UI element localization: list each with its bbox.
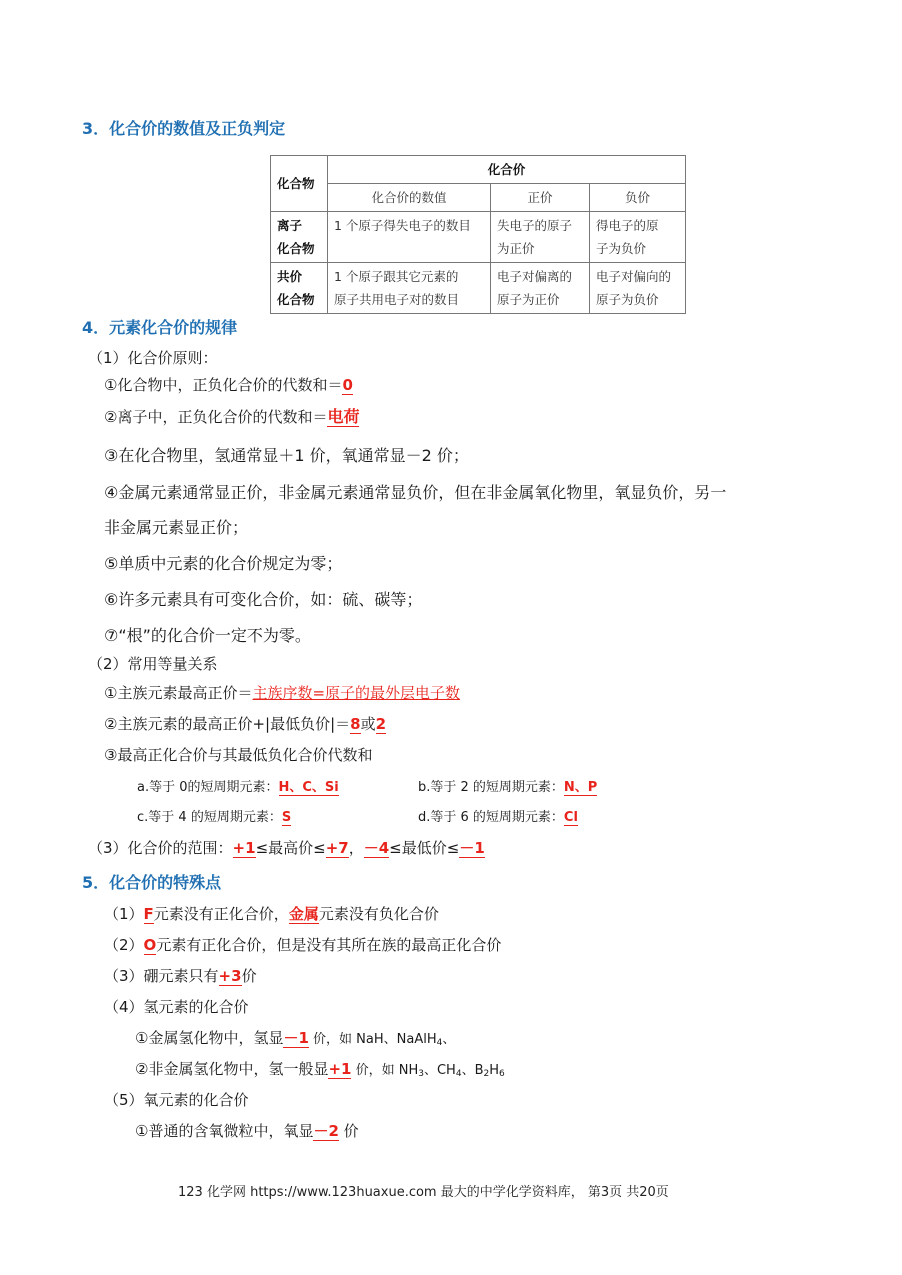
sum-six-item: d.等于 6 的短周期元素：Cl: [418, 810, 578, 825]
table-cell: 电子对偏离的 原子为正价: [491, 263, 590, 314]
table-subheader-negative: 负价: [590, 184, 686, 212]
special-3: （3）硼元素只有+3价: [104, 967, 257, 985]
rule-2: ②离子中，正负化合价的代数和＝电荷: [104, 407, 360, 426]
rule-3: ③在化合物里，氢通常显＋1 价，氧通常显－2 价；: [104, 446, 469, 465]
answer-blank: －1: [283, 1029, 309, 1047]
principle-heading: （1）化合价原则：: [88, 349, 218, 367]
answer-blank: +1: [328, 1060, 352, 1078]
special-2: （2）O元素有正化合价，但是没有其所在族的最高正化合价: [104, 936, 502, 954]
sum-zero-item: a.等于 0的短周期元素：H、C、Si: [137, 780, 339, 795]
sum-four-item: c.等于 4 的短周期元素：S: [137, 810, 292, 825]
answer-blank: 电荷: [327, 407, 360, 426]
answer-blank: F: [143, 905, 154, 923]
rule-7: ⑦“根”的化合价一定不为零。: [104, 626, 311, 645]
answer-blank: +3: [218, 967, 242, 985]
answer-blank: S: [281, 810, 292, 825]
rule-4-line-1: ④金属元素通常显正价，非金属元素通常显负价，但在非金属氧化物里，氧显负价，另一: [104, 483, 727, 502]
hydrogen-nonmetal-hydride: ②非金属氢化物中，氢一般显+1 价，如 $NH_3$、$CH_4$、$B_2H_6$: [135, 1060, 505, 1079]
table-row: [271, 263, 686, 314]
valence-table: [270, 155, 686, 314]
answer-blank: O: [143, 936, 157, 954]
answer-blank: 8: [350, 715, 361, 733]
hydrogen-metal-hydride: ①金属氢化物中，氢显－1 价，如 NaH、NaAlH$_4$、: [135, 1029, 456, 1048]
rule-1: ①化合物中，正负化合价的代数和＝0: [104, 376, 353, 394]
relation-2: ②主族元素的最高正价+|最低负价|＝8或2: [104, 715, 387, 733]
table-cell: 得电子的原 子为负价: [590, 212, 686, 263]
table-subheader-positive: 正价: [491, 184, 590, 212]
answer-blank: Cl: [563, 810, 578, 825]
answer-blank: 主族序数: [252, 684, 313, 702]
answer-blank: 金属: [288, 905, 319, 923]
rule-5: ⑤单质中元素的化合价规定为零；: [104, 554, 343, 573]
special-4: （4）氢元素的化合价: [104, 998, 249, 1016]
section-4-title: 4．元素化合价的规律: [82, 318, 238, 337]
sum-two-item: b.等于 2 的短周期元素：N、P: [418, 780, 598, 795]
table-header-valence: 化合价: [328, 156, 686, 184]
rule-4-line-2: 非金属元素显正价；: [104, 518, 249, 537]
table-cell: 共价 化合物: [271, 263, 328, 314]
table-cell: 1 个原子跟其它元素的 原子共用电子对的数目: [328, 263, 491, 314]
relation-3: ③最高正化合价与其最低负化合价代数和: [104, 746, 373, 764]
rule-6: ⑥许多元素具有可变化合价，如：硫、碳等；: [104, 590, 423, 609]
answer-blank: 原子的最外层电子数: [325, 684, 461, 702]
answer-blank: 2: [375, 715, 387, 733]
page-footer: 123 化学网 https://www.123huaxue.com 最大的中学化学资料库， 第3页 共20页: [178, 1185, 669, 1200]
answer-blank: －1: [459, 839, 485, 857]
answer-blank: －4: [363, 839, 390, 857]
valence-range: （3）化合价的范围：+1≤最高价≤+7，－4≤最低价≤－1: [88, 839, 485, 857]
section-3-title: 3．化合价的数值及正负判定: [82, 119, 286, 138]
answer-blank: H、C、Si: [278, 780, 339, 795]
table-cell: 离子 化合物: [271, 212, 328, 263]
relations-heading: （2）常用等量关系: [88, 655, 218, 673]
table-cell: 电子对偏向的 原子为负价: [590, 263, 686, 314]
special-1: （1）F元素没有正化合价，金属元素没有负化合价: [104, 905, 439, 923]
answer-blank: N、P: [563, 780, 598, 795]
table-cell: 1 个原子得失电子的数目: [328, 212, 491, 263]
oxygen-ordinary: ①普通的含氧微粒中，氧显－2 价: [135, 1122, 359, 1140]
table-cell: 失电子的原子 为正价: [491, 212, 590, 263]
answer-blank: +1: [232, 839, 256, 857]
answer-blank: +7: [325, 839, 349, 857]
table-header-compound: 化合物: [271, 156, 328, 212]
special-5: （5）氧元素的化合价: [104, 1091, 249, 1109]
relation-1: ①主族元素最高正价＝主族序数=原子的最外层电子数: [104, 684, 461, 702]
answer-blank: －2: [313, 1122, 339, 1140]
answer-blank: 0: [342, 376, 353, 394]
section-5-title: 5．化合价的特殊点: [82, 873, 222, 892]
table-row: [271, 212, 686, 263]
table-subheader-value: 化合价的数值: [328, 184, 491, 212]
